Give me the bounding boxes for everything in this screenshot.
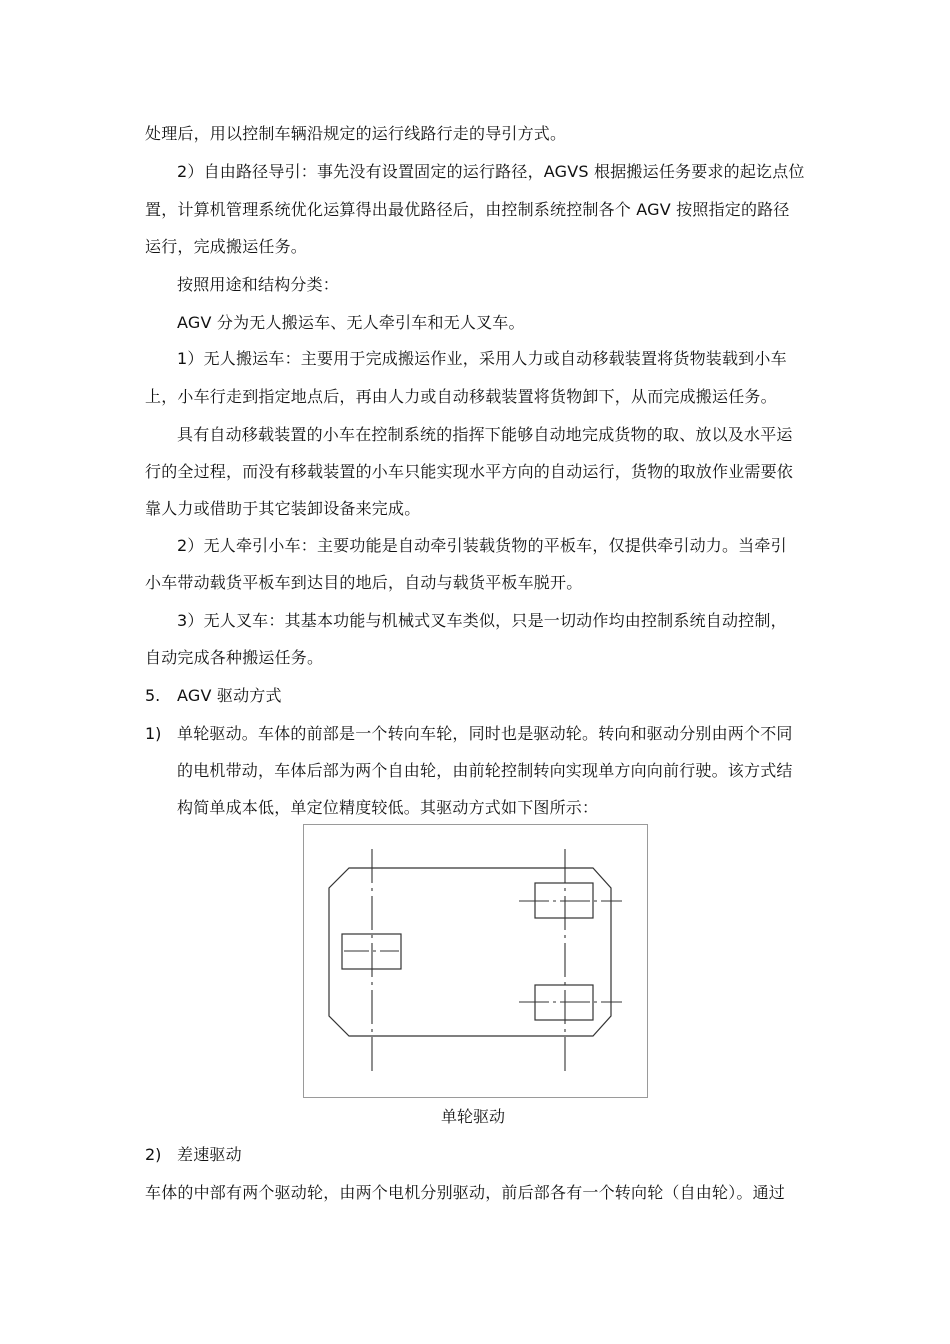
paragraph-line: 处理后，用以控制车辆沿规定的运行线路行走的导引方式。 — [145, 124, 567, 143]
paragraph-line: 上，小车行走到指定地点后，再由人力或自动移载装置将货物卸下，从而完成搬运任务。 — [145, 387, 777, 406]
vehicle-body — [329, 868, 611, 1036]
list-item-title: 差速驱动 — [177, 1145, 242, 1164]
section-number: 5. — [145, 686, 161, 705]
paragraph-line: 1）无人搬运车：主要用于完成搬运作业，采用人力或自动移载装置将货物装载到小车 — [177, 349, 787, 368]
list-item-line: 的电机带动，车体后部为两个自由轮，由前轮控制转向实现单方向向前行驶。该方式结 — [177, 761, 793, 780]
paragraph-line: 2）自由路径导引：事先没有设置固定的运行路径，AGVS 根据搬运任务要求的起讫点位 — [177, 162, 805, 181]
list-item-line: 单轮驱动。车体的前部是一个转向车轮，同时也是驱动轮。转向和驱动分别由两个不同 — [177, 724, 793, 743]
single-wheel-drive-diagram — [304, 825, 649, 1099]
paragraph-line: 置，计算机管理系统优化运算得出最优路径后，由控制系统控制各个 AGV 按照指定的路径 — [145, 200, 790, 219]
paragraph-line: AGV 分为无人搬运车、无人牵引车和无人叉车。 — [177, 313, 525, 332]
paragraph-line: 自动完成各种搬运任务。 — [145, 648, 324, 667]
section-heading: AGV 驱动方式 — [177, 686, 282, 705]
paragraph-line: 按照用途和结构分类： — [177, 275, 340, 294]
paragraph-line: 行的全过程，而没有移载装置的小车只能实现水平方向的自动运行，货物的取放作业需要依 — [145, 462, 794, 481]
paragraph-line: 具有自动移载装置的小车在控制系统的指挥下能够自动地完成货物的取、放以及水平运 — [177, 425, 793, 444]
drive-diagram-figure — [303, 824, 648, 1098]
paragraph-line: 3）无人叉车：其基本功能与机械式叉车类似，只是一切动作均由控制系统自动控制， — [177, 611, 787, 630]
paragraph-line: 靠人力或借助于其它装卸设备来完成。 — [145, 499, 421, 518]
paragraph-line: 运行，完成搬运任务。 — [145, 237, 308, 256]
paragraph-line: 小车带动载货平板车到达目的地后，自动与载货平板车脱开。 — [145, 573, 583, 592]
paragraph-line: 车体的中部有两个驱动轮，由两个电机分别驱动，前后部各有一个转向轮（自由轮）。通过 — [145, 1183, 786, 1202]
list-item-line: 构简单成本低，单定位精度较低。其驱动方式如下图所示： — [177, 798, 599, 817]
list-number: 1) — [145, 724, 162, 743]
figure-caption: 单轮驱动 — [441, 1107, 506, 1126]
list-number: 2) — [145, 1145, 162, 1164]
paragraph-line: 2）无人牵引小车：主要功能是自动牵引装载货物的平板车，仅提供牵引动力。当牵引 — [177, 536, 787, 555]
